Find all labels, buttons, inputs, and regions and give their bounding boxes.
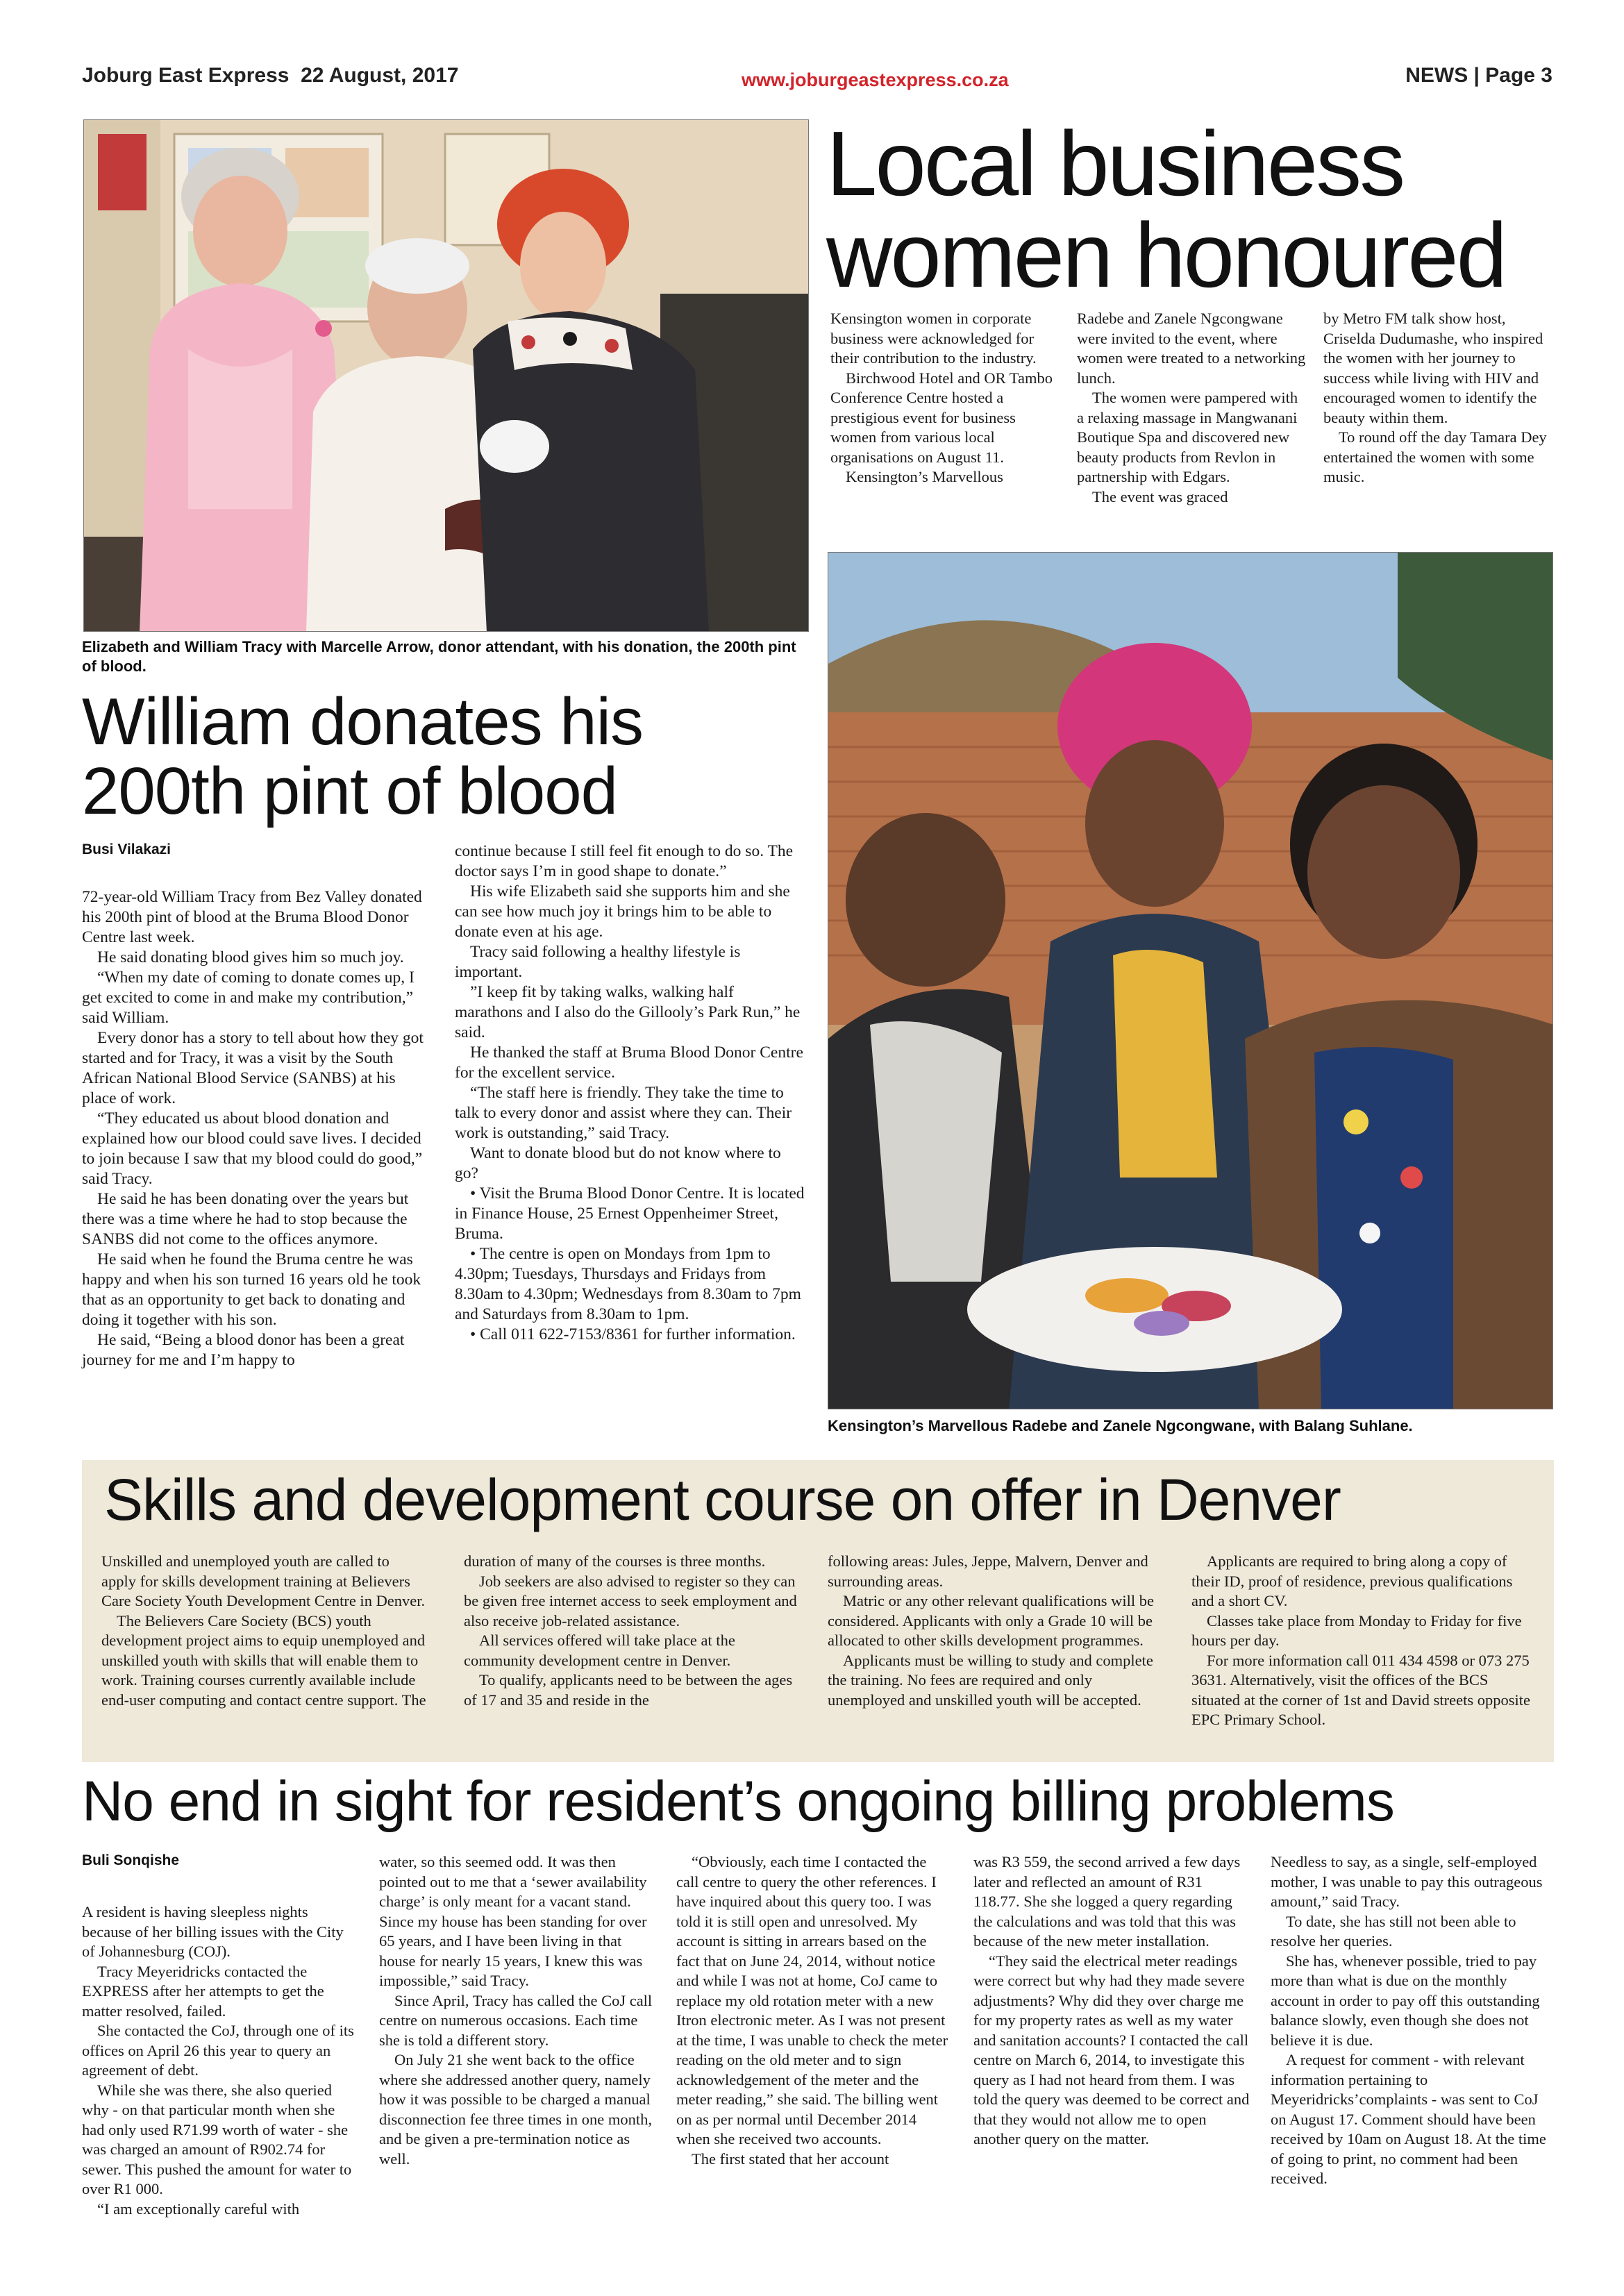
website-link[interactable]: www.joburgeastexpress.co.za [742,69,1009,90]
paragraph: Tracy said following a healthy lifestyle is important. [455,943,741,981]
local-article-col2 [1077,309,1306,507]
local-article-col1 [830,309,1060,487]
paragraph: The women were pampered with a relaxing massage in Mangwanani Boutique Spa and discovered new beauty products from Revlon in partnership with Edgars. [1077,389,1298,485]
paragraph: Applicants are required to bring along a copy of their ID, proof of residence, previous qualifications and a short CV. [1191,1552,1513,1609]
headline-line: William donates his [82,685,643,759]
paragraph: “I am exceptionally careful with [97,2199,300,2218]
photo-women-honoured [828,552,1553,1409]
paragraph: Since April, Tracy has called the CoJ call centre on numerous occasions. Each time she is told a different story. [379,1991,653,2049]
paragraph: The first stated that her account [692,2150,889,2168]
paragraph: “The staff here is friendly. They take the time to talk to every donor and assist where they can. Their work is outstanding,” said Tracy. [455,1084,792,1142]
billing-article-col1 [82,1902,358,2219]
paragraph: was R3 559, the second arrived a few days later and reflected an amount of R31 118.77. She she logged a query regarding the calculations and was told that this was because of the new meter installation. [973,1853,1241,1950]
paragraph: He thanked the staff at Bruma Blood Donor Centre for the excellent service. [455,1044,803,1082]
publication-name: Joburg East Express [82,64,290,87]
billing-article-col3 [676,1852,953,2169]
paragraph: “When my date of coming to donate comes up, I get excited to come in and make my contribution,” said William. [82,969,415,1027]
paragraph: “Obviously, each time I contacted the call centre to query the other references. I have inquired about this query too. I was told it is still open and unresolved. My account is sitting in arrears based on the fact that on June 24, 2014, without notice and while I was not at home, CoJ came to replace my old rotation meter with a new Itron electronic meter. As I was not present at the time, I was unable to check the meter reading on the old meter and to sign acknowledgement of the meter and the meter reading,” she said. The billing went on as per normal until December 2014 when she received two accounts. [676,1853,948,2147]
paragraph: Job seekers are also advised to register so they can be given free internet access to seek employment and also receive job-related assistance. [464,1572,797,1629]
paragraph: She has, whenever possible, tried to pay more than what is due on the monthly account in order to pay off this outstanding balance slowly, even though she does not believe it is due. [1271,1952,1540,2049]
paragraph: by Metro FM talk show host, Criselda Dudumashe, who inspired the women with her journey to success while living with HIV and encouraged women to identify the beauty within them. [1323,310,1543,426]
photo2-caption: Kensington’s Marvellous Radebe and Zanele Ngcongwane, with Balang Suhlane. [828,1417,1413,1434]
paragraph: His wife Elizabeth said she supports him and she can see how much joy it brings him to be able to donate even at his age. [455,882,790,941]
paragraph: water, so this seemed odd. It was then pointed out to me that a ‘sewer availability charge’ is only meant for a vacant stand. Since my house has been standing for over 65 years, and I have been living in that house for nearly 15 years, I knew this was impossible,” said Tracy. [379,1853,647,1989]
masthead [82,64,458,87]
paragraph: following areas: Jules, Jeppe, Malvern, Denver and surrounding areas. [828,1552,1148,1590]
skills-article-col4 [1191,1552,1539,1730]
billing-article-col5 [1271,1852,1552,2189]
paragraph: ”I keep fit by taking walks, walking half marathons and I also do the Gillooly’s Park Run,” he said. [455,983,801,1041]
paragraph: “They said the electrical meter readings were correct but why had they made severe adjustments? Why did they over charge me for my property rates as well as my water and sanitation accounts? I contacted the call centre on March 6, 2014, to investigate this query as I had not heard from them. I was told the query was deemed to be correct and that they would not allow me to open another query on the matter. [973,1952,1250,2147]
paragraph: To round off the day Tamara Dey entertained the women with some music. [1323,428,1547,485]
paragraph: He said, “Being a blood donor has been a great journey for me and I’m happy to [82,1331,405,1369]
headline-line: women honoured [826,204,1506,306]
paragraph: “They educated us about blood donation and explained how our blood could save lives. I decided to join because I saw that my blood could do good,” said Tracy. [82,1109,423,1188]
paragraph: While she was there, she also queried why - on that particular month when she had only used R71.99 worth of water - she was charged an amount of R902.74 for sewer. This pushed the amount for water to over R1 000. [82,2081,352,2197]
paragraph: Applicants must be willing to study and complete the training. No fees are required and only unemployed and unskilled youth will be accepted. [828,1651,1153,1709]
headline-line: Local business [826,112,1404,215]
bullet-item: • The centre is open on Mondays from 1pm to 4.30pm; Tuesdays, Thursdays and Fridays from 8.30am to 4.30pm; Wednesdays from 8.30am to 7pm and Saturdays from 8.30am to 1pm. [455,1245,801,1323]
photo1-caption: Elizabeth and William Tracy with Marcelle Arrow, donor attendant, with his donation, the 200th pint of blood. [82,638,796,675]
paragraph: Every donor has a story to tell about how they got started and for Tracy, it was a visit by the South African National Blood Service (SANBS) at his place of work. [82,1029,424,1107]
billing-article-col2 [379,1852,655,2169]
headline-skills: Skills and development course on offer in Denver [104,1467,1341,1532]
paragraph: Needless to say, as a single, self-employed mother, I was unable to pay this outrageous amount,” said Tracy. [1271,1853,1543,1910]
paragraph: Kensington’s Marvellous [846,468,1003,485]
paragraph: For more information call 011 434 4598 or 073 275 3631. Alternatively, visit the offices of the BCS situated at the corner of 1st and David streets opposite EPC Primary School. [1191,1651,1530,1728]
headline-line: 200th pint of blood [82,754,617,828]
paragraph: Want to donate blood but do not know where to go? [455,1144,781,1182]
paragraph: Radebe and Zanele Ngcongwane were invited to the event, where women were treated to a networking lunch. [1077,310,1306,387]
paragraph: continue because I still feel fit enough to do so. The doctor says I’m in good shape to donate.” [455,842,794,880]
byline-billing: Buli Sonqishe [82,1852,180,1868]
paragraph: Matric or any other relevant qualifications will be considered. Applicants with only a Grade 10 will be allocated to other skills development programmes. [828,1592,1154,1649]
paragraph: The event was graced [1092,487,1228,505]
photo-blood-donation [83,119,809,632]
skills-article-col1 [101,1552,428,1710]
paragraph: On July 21 she went back to the office where she addressed another query, namely how it was possible to be charged a manual disconnection fee three times in one month, and be given a pre-termination notice as well. [379,2051,653,2168]
paragraph: Classes take place from Monday to Friday for five hours per day. [1191,1611,1522,1649]
paragraph: He said donating blood gives him so much joy. [97,948,404,966]
paragraph: All services offered will take place at the community development centre in Denver. [464,1632,735,1669]
headline-billing: No end in sight for resident’s ongoing billing problems [82,1770,1394,1833]
billing-article-col4 [973,1852,1250,2150]
bullet-item: • Visit the Bruma Blood Donor Centre. It is located in Finance House, 25 Ernest Oppenheimer Street, Bruma. [455,1184,805,1243]
section-page-label: NEWS | Page 3 [1405,64,1552,87]
paragraph: Tracy Meyeridricks contacted the EXPRESS after her attempts to get the matter resolved, failed. [82,1962,324,2020]
skills-article-col3 [828,1552,1168,1710]
issue-date: 22 August, 2017 [301,64,459,87]
local-article-col3 [1323,309,1552,487]
skills-article-col2 [464,1552,804,1710]
headline-local-business [826,112,1555,306]
paragraph: He said he has been donating over the years but there was a time where he had to stop because the SANBS did not come to the offices anymore. [82,1190,409,1248]
byline-william: Busi Vilakazi [82,841,171,857]
paragraph: Kensington women in corporate business were acknowledged for their contribution to the industry. [830,310,1037,367]
bullet-item: • Call 011 622-7153/8361 for further information. [470,1325,796,1343]
paragraph: duration of many of the courses is three months. [464,1552,766,1570]
paragraph: A resident is having sleepless nights because of her billing issues with the City of Johannesburg (COJ). [82,1903,344,1960]
william-article-col1 [82,887,433,1371]
paragraph: Birchwood Hotel and OR Tambo Conference Centre hosted a prestigious event for business women from various local organisations on August 11. [830,369,1053,466]
paragraph: A request for comment - with relevant information pertaining to Meyeridricks’complaints - was sent to CoJ on August 17. Comment should have been received by 10am on August 18. At the time of going to print, no comment had been received. [1271,2051,1546,2187]
paragraph: He said when he found the Bruma centre he was happy and when his son turned 16 years old he took that as an opportunity to get back to donating and doing it together with his son. [82,1250,421,1329]
paragraph: To date, she has still not been able to resolve her queries. [1271,1912,1516,1950]
william-article-col2 [455,841,805,1345]
paragraph: 72-year-old William Tracy from Bez Valley donated his 200th pint of blood at the Bruma Blood Donor Centre last week. [82,888,422,946]
paragraph: The Believers Care Society (BCS) youth development project aims to equip unemployed and unskilled youth with skills that will enable them to work. Training courses currently available include end-user computing and contact centre support. The [101,1611,426,1709]
paragraph: She contacted the CoJ, through one of its offices on April 26 this year to query an agreement of debt. [82,2022,354,2079]
headline-william [82,687,818,826]
paragraph: To qualify, applicants need to be between the ages of 17 and 35 and reside in the [464,1671,793,1709]
paragraph: Unskilled and unemployed youth are called to apply for skills development training at Believers Care Society Youth Development Centre in Denver. [101,1552,426,1609]
